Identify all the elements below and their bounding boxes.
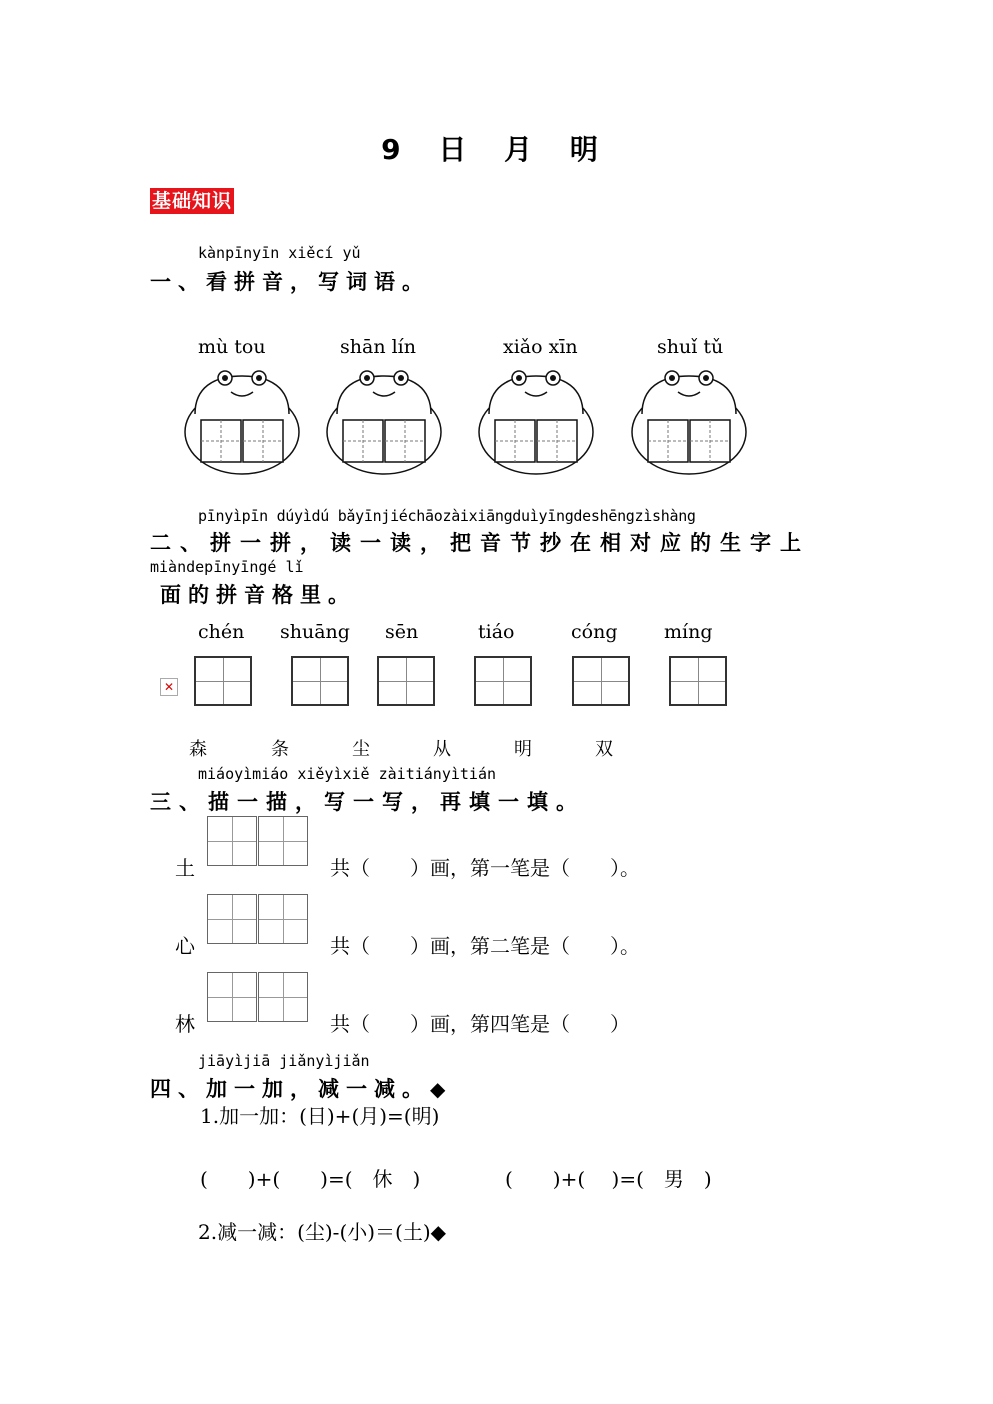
- q2-syllable: cóng: [571, 621, 618, 643]
- q3-char: 心: [175, 934, 195, 958]
- pinyin-grid[interactable]: [669, 656, 727, 706]
- pinyin-grid[interactable]: [291, 656, 349, 706]
- frog-writing-box[interactable]: [477, 368, 595, 476]
- frog-writing-box[interactable]: [630, 368, 748, 476]
- q4-sub-row: [198, 1216, 446, 1245]
- q2-char: 尘: [352, 739, 370, 760]
- q2-char: 双: [595, 739, 613, 760]
- q2-heading-line2: 面的拼音格里。: [160, 583, 356, 607]
- q3-heading: 三、描一描，写一写，再填一填。: [150, 790, 585, 814]
- diamond-icon: ◆: [430, 1077, 446, 1101]
- tracing-grid[interactable]: [207, 815, 309, 868]
- q3-question: 共（ ）画，第二笔是（ ）。: [330, 934, 640, 958]
- tracing-grid[interactable]: [207, 971, 309, 1024]
- q4-heading: 四、加一加，减一减。: [150, 1077, 430, 1101]
- q4-sub-example: 2.减一减：(尘)-(小)＝(土): [198, 1220, 431, 1244]
- q1-pinyin: kànpīnyīn xiěcí yǔ: [198, 244, 361, 262]
- q1-word-pinyin: xiǎo xīn: [503, 336, 578, 358]
- q1-word-pinyin: shuǐ tǔ: [657, 336, 724, 358]
- q4-add-blank[interactable]: ( )+( )=( 男 ): [505, 1167, 712, 1191]
- pinyin-grid[interactable]: [572, 656, 630, 706]
- q2-char: 森: [189, 739, 207, 760]
- q2-syllable: shuāng: [280, 621, 350, 643]
- q3-pinyin: miáoyìmiáo xiěyìxiě zàitiányìtián: [198, 765, 497, 783]
- q1-word-pinyin: mù tou: [198, 336, 266, 358]
- q2-syllable: chén: [198, 621, 245, 643]
- q2-heading: 二、拼一拼，读一读，把音节抄在相对应的生字上: [150, 531, 810, 555]
- q2-pinyin: pīnyìpīn dúyìdú bǎyīnjiéchāozàixiāngduìyīngdeshēngzìshàng: [198, 507, 696, 525]
- pinyin-grid[interactable]: [474, 656, 532, 706]
- q2-char: 条: [271, 739, 289, 760]
- frog-writing-box[interactable]: [183, 368, 301, 476]
- frog-writing-box[interactable]: [325, 368, 443, 476]
- diamond-icon: ◆: [430, 1220, 447, 1244]
- q1-word-pinyin: shān lín: [340, 336, 416, 358]
- q2-syllable: sēn: [385, 621, 419, 643]
- q4-pinyin: jiāyìjiā jiǎnyìjiǎn: [198, 1052, 370, 1070]
- tracing-grid[interactable]: [207, 893, 309, 946]
- q3-char: 土: [175, 856, 195, 880]
- section-tag: 基础知识: [152, 190, 233, 212]
- q2-char: 从: [433, 739, 451, 760]
- q3-char: 林: [175, 1012, 195, 1036]
- q3-question: 共（ ）画，第四笔是（ ）: [330, 1012, 630, 1036]
- pinyin-grid[interactable]: [377, 656, 435, 706]
- pinyin-grid[interactable]: [194, 656, 252, 706]
- q4-heading-row: [150, 1073, 445, 1103]
- q2-syllable: tiáo: [478, 621, 515, 643]
- q3-question: 共（ ）画，第一笔是（ ）。: [330, 856, 640, 880]
- q4-add-blank[interactable]: ( )+( )=( 休 ): [200, 1167, 421, 1191]
- broken-image-icon: ✕: [160, 678, 178, 696]
- q4-add-example: 1.加一加：(日)+(月)=(明): [200, 1104, 440, 1128]
- page-title: 9 日 月 明: [381, 133, 612, 166]
- q1-heading: 一、看拼音，写词语。: [150, 270, 430, 294]
- q2-char: 明: [514, 739, 532, 760]
- q2-syllable: míng: [664, 621, 713, 643]
- q2-pinyin-line2: miàndepīnyīngé lǐ: [150, 558, 304, 576]
